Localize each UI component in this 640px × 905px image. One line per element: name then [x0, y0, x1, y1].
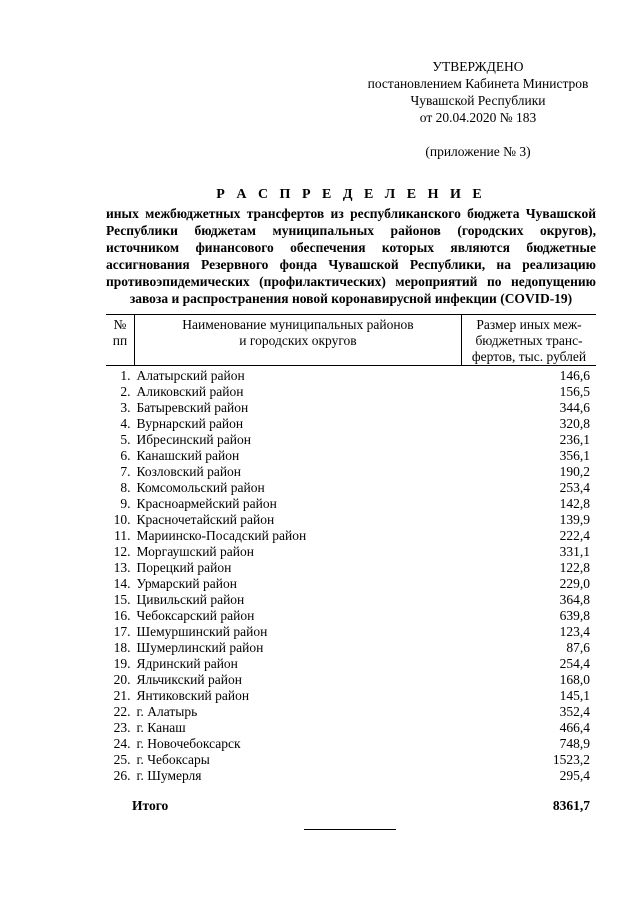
- row-value: 236,1: [559, 432, 590, 447]
- document-heading: [106, 186, 596, 307]
- row-name: г. Канаш: [136, 720, 186, 735]
- row-number: 4.: [120, 416, 131, 431]
- row-value: 352,4: [559, 704, 590, 719]
- row-value: 122,8: [559, 560, 590, 575]
- row-number: 5.: [120, 432, 131, 447]
- row-number: 14.: [113, 576, 131, 591]
- row-name: Янтиковский район: [136, 688, 250, 703]
- row-value: 156,5: [559, 384, 590, 399]
- table-row: [106, 688, 596, 704]
- row-number: 2.: [120, 384, 131, 399]
- table-row: [106, 496, 596, 512]
- table-row: [106, 704, 596, 720]
- table-header-row: [106, 315, 596, 366]
- document-description: иных межбюджетных трансфертов из республиканского бюджета Чувашской Республики бюджетам муниципальных районов (городских округов), источником финансового обеспечения которых являются бюджетные ассигнования Резервного фонда Чувашской Республики, на реализацию противоэпидемических (профилактических) мероприятий по недопущению завоза и распространения новой коронавирусной инфекции (COVID-19): [106, 206, 596, 306]
- appendix-note: (приложение № 3): [425, 144, 531, 159]
- row-name: Чебоксарский район: [136, 608, 255, 623]
- row-name: Шемуршинский район: [136, 624, 268, 639]
- row-value: 356,1: [559, 448, 590, 463]
- row-value: 344,6: [559, 400, 590, 415]
- row-number: 10.: [113, 512, 131, 527]
- table-row: [106, 624, 596, 640]
- row-name: Порецкий район: [136, 560, 232, 575]
- approval-date: от 20.04.2020 № 183: [419, 110, 537, 125]
- row-name: Шумерлинский район: [136, 640, 264, 655]
- row-number: 1.: [120, 368, 131, 383]
- table-row: [106, 480, 596, 496]
- row-value: 139,9: [559, 512, 590, 527]
- row-name: г. Шумерля: [136, 768, 202, 783]
- table-row: [106, 768, 596, 784]
- table-row: [106, 720, 596, 736]
- row-name: Цивильский район: [136, 592, 245, 607]
- table-row: [106, 384, 596, 400]
- row-number: 18.: [113, 640, 131, 655]
- row-name: Красночетайский район: [136, 512, 275, 527]
- row-number: 16.: [113, 608, 131, 623]
- row-number: 21.: [113, 688, 131, 703]
- row-number: 26.: [113, 768, 131, 783]
- approval-title: УТВЕРЖДЕНО: [432, 59, 524, 74]
- row-number: 13.: [113, 560, 131, 575]
- document-title: Р А С П Р Е Д Е Л Е Н И Е: [216, 187, 486, 202]
- row-value: 145,1: [559, 688, 590, 703]
- row-value: 142,8: [559, 496, 590, 511]
- header-number: № пп: [106, 315, 135, 366]
- approval-republic: Чувашской Республики: [410, 93, 546, 108]
- row-number: 3.: [120, 400, 131, 415]
- row-number: 7.: [120, 464, 131, 479]
- row-number: 11.: [114, 528, 131, 543]
- table-row: [106, 366, 596, 385]
- total-label: Итого: [132, 798, 169, 813]
- row-name: Вурнарский район: [136, 416, 244, 431]
- row-number: 9.: [120, 496, 131, 511]
- table-row: [106, 576, 596, 592]
- row-number: 15.: [113, 592, 131, 607]
- approval-decree: постановлением Кабинета Министров: [367, 76, 589, 91]
- row-name: Яльчикский район: [136, 672, 242, 687]
- row-value: 748,9: [559, 736, 590, 751]
- row-name: Урмарский район: [136, 576, 237, 591]
- row-number: 17.: [113, 624, 131, 639]
- row-name: Алатырский район: [136, 368, 245, 383]
- row-value: 639,8: [559, 608, 590, 623]
- table-row: [106, 416, 596, 432]
- row-number: 19.: [113, 656, 131, 671]
- table-row: [106, 560, 596, 576]
- approval-stamp: [360, 58, 596, 160]
- row-value: 466,4: [559, 720, 590, 735]
- row-name: Канашский район: [136, 448, 240, 463]
- table-row: [106, 528, 596, 544]
- row-name: г. Новочебоксарск: [136, 736, 241, 751]
- row-value: 253,4: [559, 480, 590, 495]
- row-value: 123,4: [559, 624, 590, 639]
- row-name: г. Чебоксары: [136, 752, 210, 767]
- row-name: Моргаушский район: [136, 544, 254, 559]
- table-row: [106, 448, 596, 464]
- row-name: Ядринский район: [136, 656, 238, 671]
- row-value: 295,4: [559, 768, 590, 783]
- row-name: Аликовский район: [136, 384, 244, 399]
- row-number: 23.: [113, 720, 131, 735]
- row-value: 168,0: [559, 672, 590, 687]
- row-value: 254,4: [559, 656, 590, 671]
- header-amount: Размер иных меж- бюджетных транс- фертов, тыс. рублей: [462, 315, 597, 366]
- table-row: [106, 672, 596, 688]
- distribution-table: [106, 314, 596, 784]
- row-name: Батыревский район: [136, 400, 249, 415]
- row-value: 190,2: [559, 464, 590, 479]
- table-row: [106, 544, 596, 560]
- row-number: 24.: [113, 736, 131, 751]
- table-row: [106, 752, 596, 768]
- row-number: 22.: [113, 704, 131, 719]
- row-number: 8.: [120, 480, 131, 495]
- total-row: [106, 798, 596, 816]
- row-number: 20.: [113, 672, 131, 687]
- row-name: Красноармейский район: [136, 496, 277, 511]
- row-value: 222,4: [559, 528, 590, 543]
- table-row: [106, 608, 596, 624]
- row-value: 87,6: [566, 640, 590, 655]
- table-body: [106, 366, 596, 785]
- table-row: [106, 400, 596, 416]
- table-row: [106, 592, 596, 608]
- row-name: Мариинско-Посадский район: [136, 528, 307, 543]
- row-number: 12.: [113, 544, 131, 559]
- row-name: Козловский район: [136, 464, 242, 479]
- table-row: [106, 512, 596, 528]
- row-value: 320,8: [559, 416, 590, 431]
- table-row: [106, 432, 596, 448]
- row-number: 25.: [113, 752, 131, 767]
- table-row: [106, 640, 596, 656]
- row-value: 229,0: [559, 576, 590, 591]
- row-value: 146,6: [559, 368, 590, 383]
- table-row: [106, 656, 596, 672]
- row-name: Ибресинский район: [136, 432, 251, 447]
- header-name: Наименование муниципальных районов и городских округов: [135, 315, 462, 366]
- row-value: 364,8: [559, 592, 590, 607]
- row-number: 6.: [120, 448, 131, 463]
- row-name: Комсомольский район: [136, 480, 265, 495]
- row-value: 1523,2: [552, 752, 590, 767]
- table-row: [106, 736, 596, 752]
- total-value: 8361,7: [552, 798, 590, 813]
- table-row: [106, 464, 596, 480]
- closing-line: [304, 829, 396, 830]
- row-name: г. Алатырь: [136, 704, 198, 719]
- row-value: 331,1: [559, 544, 590, 559]
